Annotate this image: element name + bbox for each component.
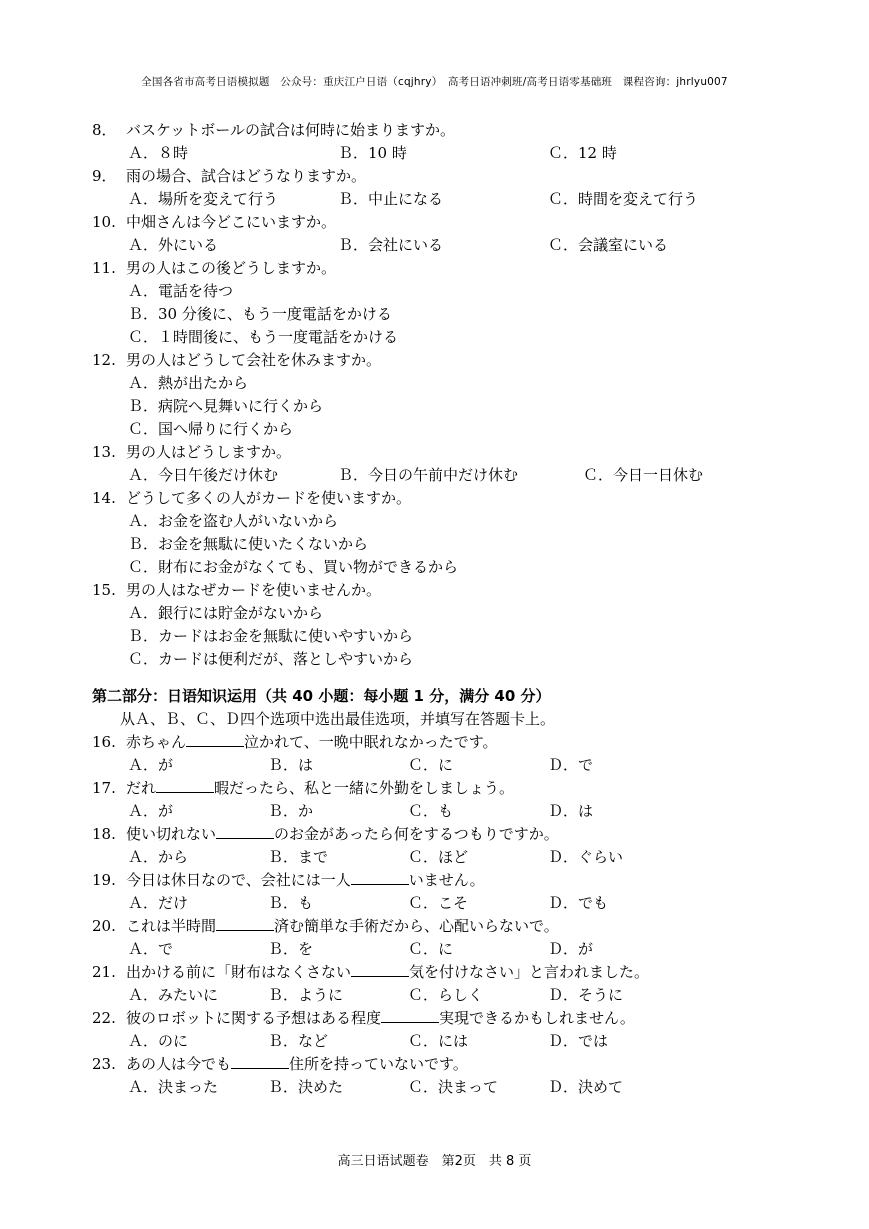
question-text: 男の人はなぜカードを使いませんか。 [126, 581, 382, 599]
question-10 [92, 211, 792, 234]
option-d: Ｄ．でも [548, 894, 609, 912]
question-21-options [92, 984, 792, 1007]
option-b: Ｂ．10 時 [338, 144, 407, 162]
question-16 [92, 731, 792, 754]
option-a: Ａ．熱が出たから [128, 374, 249, 392]
exam-content [92, 119, 792, 1099]
question-number: 19. [92, 871, 116, 889]
question-number: 16. [92, 733, 116, 751]
question-8 [92, 119, 792, 142]
option-b: Ｂ．など [268, 1032, 329, 1050]
option-c: Ｃ．カードは便利だが、落としやすいから [128, 650, 414, 668]
option-b: Ｂ．は [268, 756, 314, 774]
option-c: Ｃ．時間を変えて行う [548, 190, 699, 208]
option-b: Ｂ．を [268, 940, 314, 958]
question-9 [92, 165, 792, 188]
option-a: Ａ．が [128, 802, 174, 820]
option-b: Ｂ．ように [268, 986, 344, 1004]
option-b: Ｂ．会社にいる [338, 236, 444, 254]
answer-blank [216, 824, 274, 839]
page-header: 全国各省市高考日语模拟题 公众号：重庆江户日语（cqjhry） 高考日语冲刺班/高考日语零基础班 课程咨询：jhrlyu007 [141, 76, 728, 88]
option-c: Ｃ．国へ帰りに行くから [128, 420, 294, 438]
option-a: Ａ．今日午後だけ休む [128, 466, 279, 484]
question-19 [92, 869, 792, 892]
question-text-after: 泣かれて、一晩中眠れなかったです。 [244, 733, 498, 751]
question-text-before: 使い切れない [126, 825, 217, 843]
question-12 [92, 349, 792, 372]
option-c: Ｃ．らしく [408, 986, 484, 1004]
option-c: Ｃ．ほど [408, 848, 469, 866]
option-b: Ｂ．まで [268, 848, 329, 866]
question-text-after: 気を付けなさい」と言われました。 [409, 963, 650, 981]
option-d: Ｄ．で [548, 756, 594, 774]
option-c: Ｃ．今日一日休む [583, 466, 704, 484]
question-8-options [92, 142, 792, 165]
question-text: 雨の場合、試合はどうなりますか。 [126, 167, 367, 185]
option-b: Ｂ．決めた [268, 1078, 344, 1096]
question-20-options [92, 938, 792, 961]
question-number: 14. [92, 489, 116, 507]
answer-blank [216, 916, 274, 931]
question-text-before: あの人は今でも [126, 1055, 232, 1073]
section-title: 第二部分：日语知识运用（共 40 小题：每小题 1 分，满分 40 分） [92, 687, 551, 705]
option-b: Ｂ．30 分後に、もう一度電話をかける [128, 305, 392, 323]
question-23 [92, 1053, 792, 1076]
option-a: Ａ．のに [128, 1032, 189, 1050]
question-text: 男の人はどうして会社を休みますか。 [126, 351, 382, 369]
option-d: Ｄ．では [548, 1032, 609, 1050]
question-22-options [92, 1030, 792, 1053]
option-b: Ｂ．中止になる [338, 190, 444, 208]
option-b: Ｂ．病院へ見舞いに行くから [128, 397, 324, 415]
question-15 [92, 579, 792, 602]
option-b: Ｂ．お金を無駄に使いたくないから [128, 535, 369, 553]
question-number: 21. [92, 963, 116, 981]
option-a: Ａ．で [128, 940, 174, 958]
option-b: Ｂ．か [268, 802, 314, 820]
question-number: 18. [92, 825, 116, 843]
question-text-after: 住所を持っていないです。 [289, 1055, 468, 1073]
question-number: 23. [92, 1055, 116, 1073]
question-number: 11. [92, 259, 116, 277]
question-18-options [92, 846, 792, 869]
option-c: Ｃ．財布にお金がなくても、買い物ができるから [128, 558, 459, 576]
option-a: Ａ．お金を盗む人がいないから [128, 512, 339, 530]
answer-blank [231, 1054, 289, 1069]
question-text-before: 今日は休日なので、会社には一人 [126, 871, 351, 889]
answer-blank [351, 870, 409, 885]
option-c: Ｃ．決まって [408, 1078, 499, 1096]
answer-blank [156, 778, 214, 793]
question-number: 9． [92, 167, 117, 185]
question-text-after: 済む簡単な手術だから、心配いらないで。 [274, 917, 559, 935]
question-text-before: 出かける前に「財布はなくさない [126, 963, 352, 981]
question-9-options [92, 188, 792, 211]
question-13-options [92, 464, 792, 487]
option-d: Ｄ．決めて [548, 1078, 624, 1096]
option-a: Ａ．外にいる [128, 236, 219, 254]
option-c: Ｃ．12 時 [548, 144, 617, 162]
answer-blank [186, 732, 244, 747]
question-text: バスケットボールの試合は何時に始まりますか。 [126, 121, 455, 139]
question-number: 20. [92, 917, 116, 935]
option-c: Ｃ．に [408, 940, 454, 958]
question-number: 22. [92, 1009, 116, 1027]
question-text: どうして多くの人がカードを使いますか。 [126, 489, 412, 507]
option-c: Ｃ．１時間後に、もう一度電話をかける [128, 328, 399, 346]
question-22 [92, 1007, 792, 1030]
question-text-before: これは半時間 [126, 917, 217, 935]
option-a: Ａ．場所を変えて行う [128, 190, 279, 208]
option-d: Ｄ．ぐらい [548, 848, 624, 866]
option-a: Ａ．だけ [128, 894, 189, 912]
question-number: 17. [92, 779, 116, 797]
option-b: Ｂ．も [268, 894, 314, 912]
question-text: 中畑さんは今どこにいますか。 [126, 213, 337, 231]
question-21 [92, 961, 792, 984]
question-text-before: 彼のロボットに関する予想はある程度 [126, 1009, 382, 1027]
option-c: Ｃ．には [408, 1032, 469, 1050]
option-a: Ａ．決まった [128, 1078, 219, 1096]
question-16-options [92, 754, 792, 777]
question-17 [92, 777, 792, 800]
option-a: Ａ．電話を待つ [128, 282, 234, 300]
option-a: Ａ．から [128, 848, 189, 866]
question-14 [92, 487, 792, 510]
section-instruction: 从Ａ、Ｂ、Ｃ、Ｄ四个选项中选出最佳选项，并填写在答题卡上。 [120, 710, 556, 728]
question-20 [92, 915, 792, 938]
question-text-before: だれ [126, 779, 157, 797]
question-number: 8． [92, 121, 117, 139]
question-number: 15. [92, 581, 116, 599]
page-footer: 高三日语试题卷 第2页 共 8 页 [337, 1154, 532, 1169]
option-c: Ｃ．も [408, 802, 454, 820]
option-d: Ｄ．は [548, 802, 594, 820]
option-b: Ｂ．今日の午前中だけ休む [338, 466, 519, 484]
option-c: Ｃ．に [408, 756, 454, 774]
question-23-options [92, 1076, 792, 1099]
question-text-after: のお金があったら何をするつもりですか。 [274, 825, 559, 843]
option-c: Ｃ．会議室にいる [548, 236, 669, 254]
question-text: 男の人はこの後どうしますか。 [126, 259, 337, 277]
option-a: Ａ．が [128, 756, 174, 774]
option-b: Ｂ．カードはお金を無駄に使いやすいから [128, 627, 414, 645]
option-d: Ｄ．そうに [548, 986, 624, 1004]
question-number: 12. [92, 351, 116, 369]
question-11 [92, 257, 792, 280]
option-a: Ａ．みたいに [128, 986, 219, 1004]
question-text-before: 赤ちゃん [126, 733, 187, 751]
option-a: Ａ．銀行には貯金がないから [128, 604, 324, 622]
question-number: 10. [92, 213, 116, 231]
question-10-options [92, 234, 792, 257]
question-13 [92, 441, 792, 464]
option-c: Ｃ．こそ [408, 894, 469, 912]
question-text-after: 暇だったら、私と一緒に外勤をしましょう。 [214, 779, 515, 797]
option-d: Ｄ．が [548, 940, 594, 958]
question-text-after: 実現できるかもしれません。 [439, 1009, 635, 1027]
question-18 [92, 823, 792, 846]
question-number: 13. [92, 443, 116, 461]
question-text: 男の人はどうしますか。 [126, 443, 292, 461]
answer-blank [351, 962, 409, 977]
question-19-options [92, 892, 792, 915]
question-text-after: いません。 [408, 871, 485, 889]
option-a: Ａ．８時 [128, 144, 189, 162]
answer-blank [381, 1008, 439, 1023]
question-17-options [92, 800, 792, 823]
